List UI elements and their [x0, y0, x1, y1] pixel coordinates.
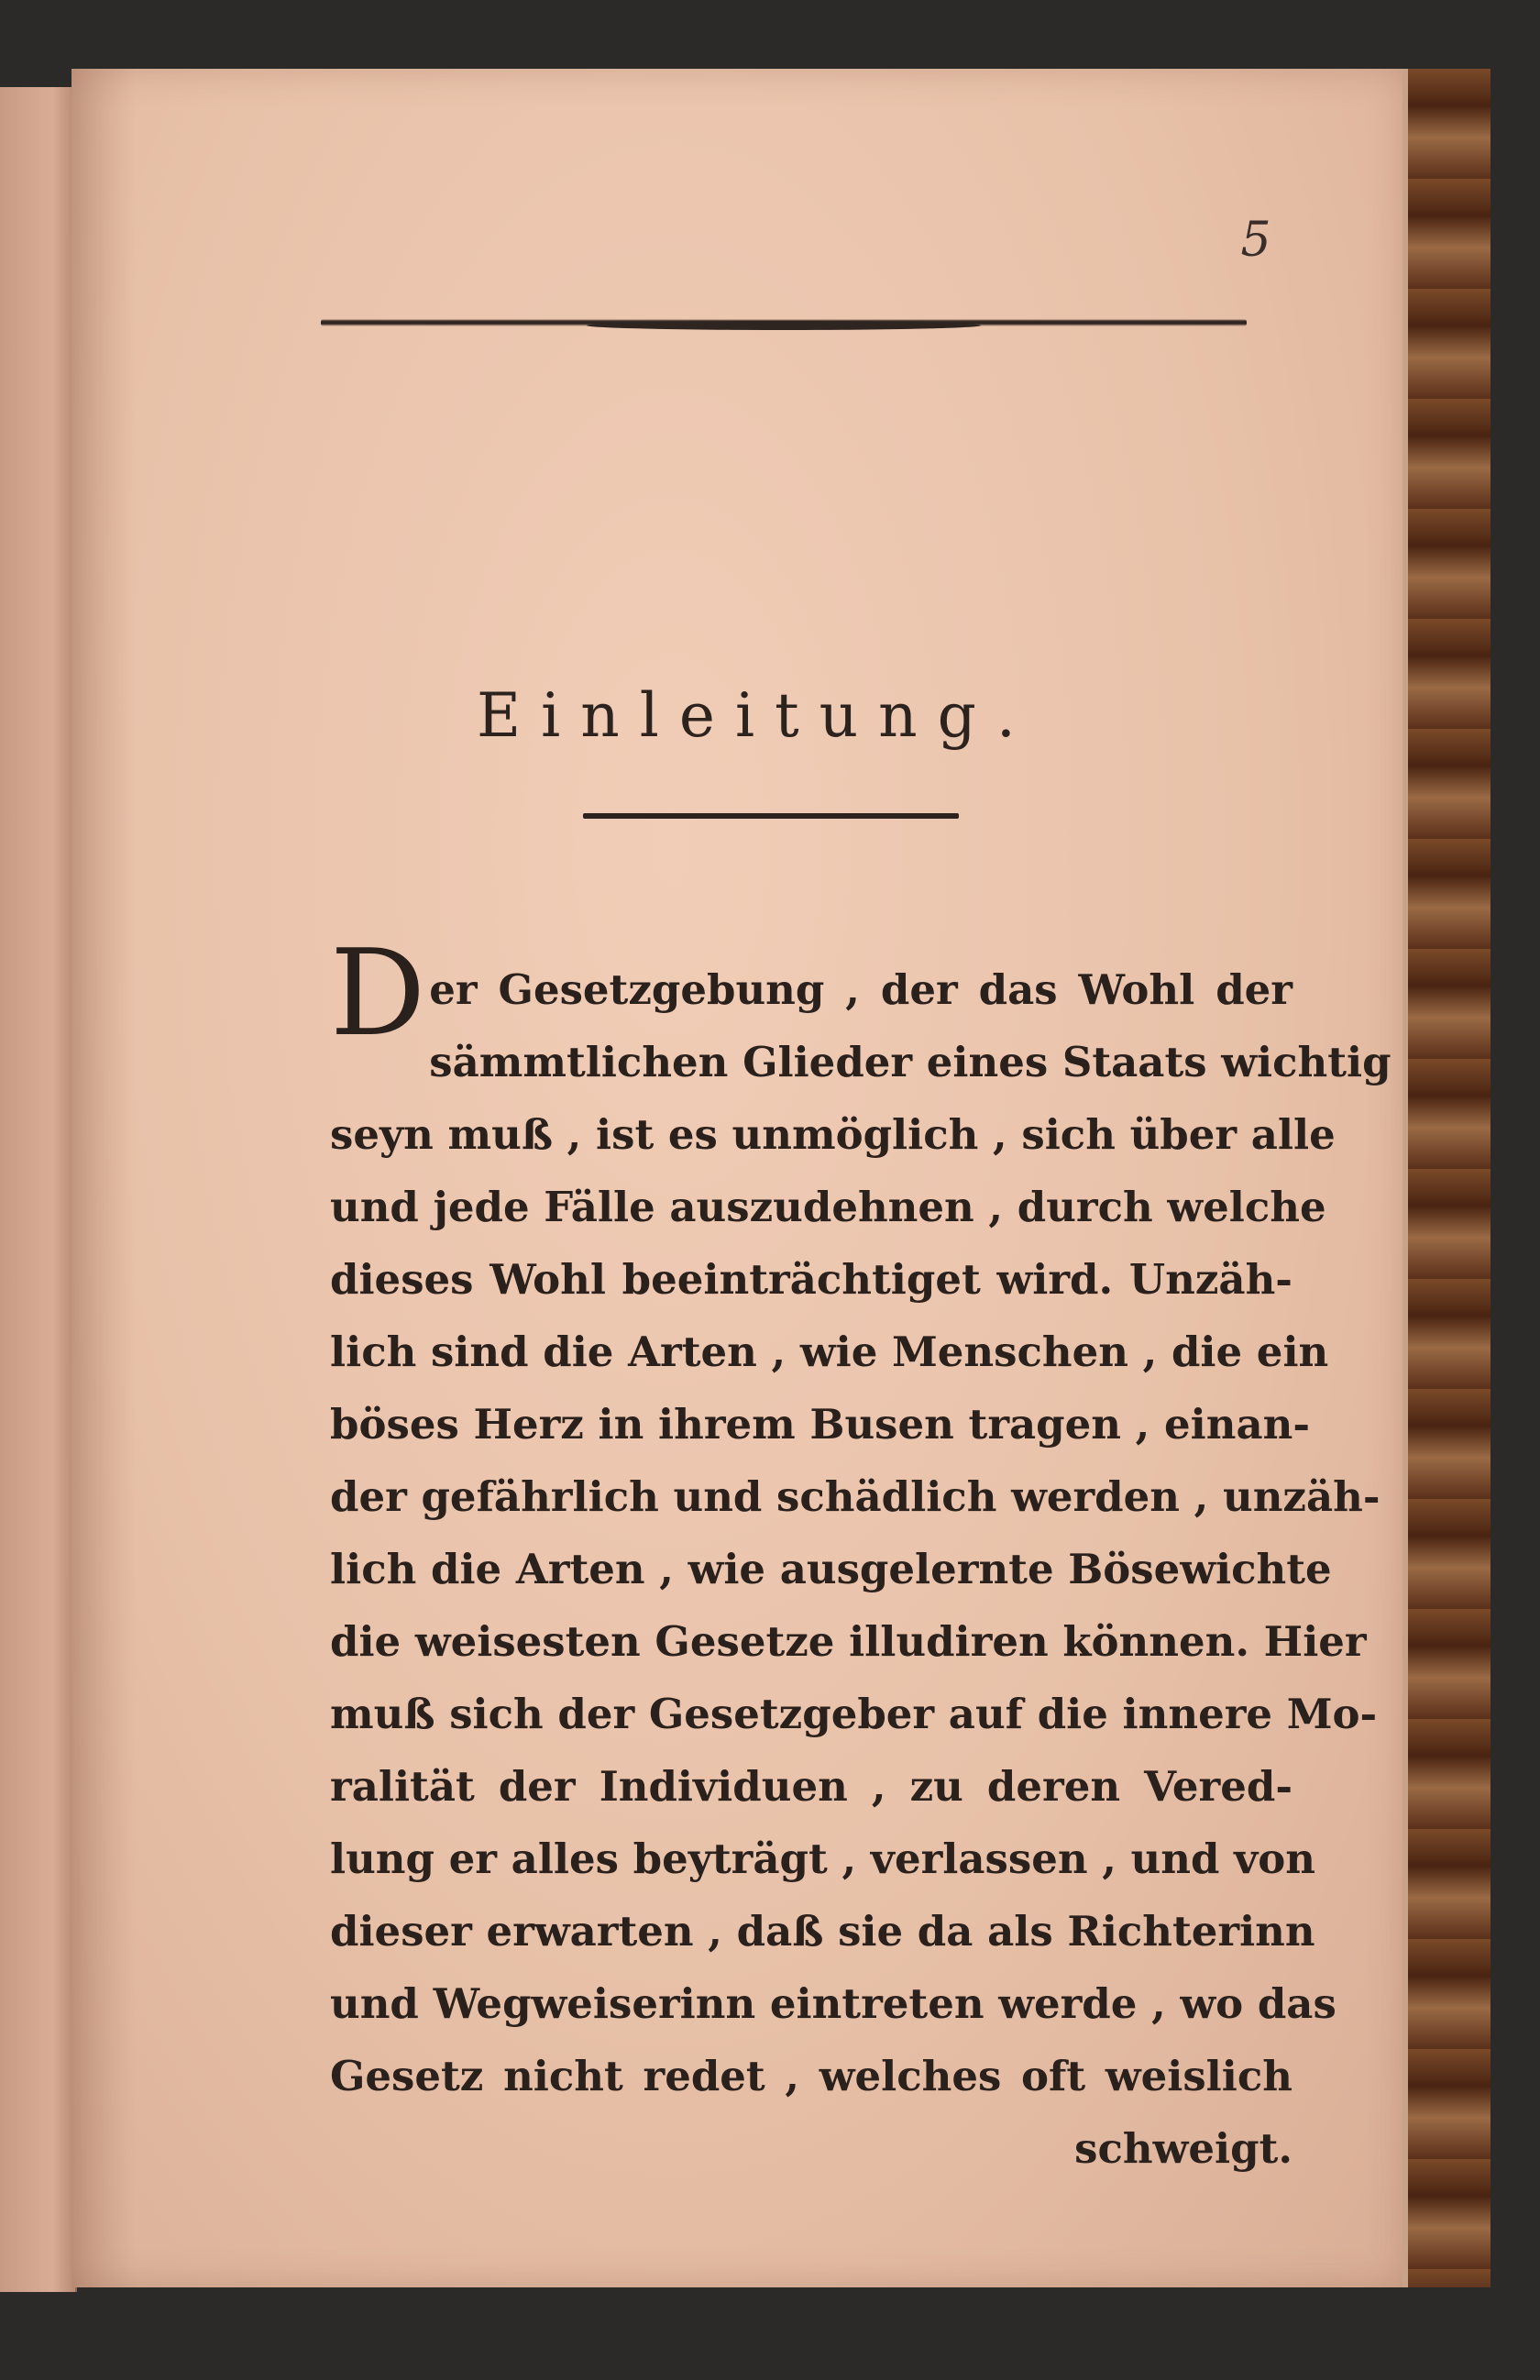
heading-rule	[583, 813, 959, 819]
page-gutter	[72, 69, 136, 2287]
body-paragraph	[330, 923, 1392, 2185]
text-line: böses Herz in ihrem Busen tragen , einan-	[330, 1400, 1310, 1449]
text-line: lung er alles beyträgt , verlassen , und von	[330, 1835, 1315, 1883]
book-cover-edge	[1402, 69, 1490, 2287]
text-line: schweigt.	[1074, 2124, 1292, 2173]
text-line: seyn muß , ist es unmöglich , sich über alle	[330, 1110, 1336, 1159]
text-line: dieses Wohl beeinträchtiget wird. Unzäh-	[330, 1255, 1292, 1304]
text-line: sämmtlichen Glieder eines Staats wichtig	[429, 1038, 1392, 1086]
chapter-heading: Einleitung.	[477, 680, 1036, 751]
header-rule-swell	[587, 321, 981, 330]
text-line: er Gesetzgebung , der das Wohl der	[429, 965, 1292, 1014]
drop-cap: D	[330, 923, 426, 1063]
text-line: lich sind die Arten , wie Menschen , die ein	[330, 1328, 1329, 1376]
text-line: muß sich der Gesetzgeber auf die innere Mo-	[330, 1690, 1378, 1738]
facing-page-edge	[0, 87, 77, 2292]
text-line: dieser erwarten , daß sie da als Richterinn	[330, 1907, 1315, 1956]
text-line: und jede Fälle auszudehnen , durch welche	[330, 1183, 1326, 1231]
text-line: lich die Arten , wie ausgelernte Bösewichte	[330, 1545, 1332, 1593]
text-line: und Wegweiserinn eintreten werde , wo das	[330, 1979, 1336, 2028]
text-line: der gefährlich und schädlich werden , unzäh-	[330, 1472, 1380, 1521]
text-line: ralität der Individuen , zu deren Vered-	[330, 1762, 1292, 1811]
text-line: die weisesten Gesetze illudiren können. Hier	[330, 1617, 1367, 1666]
text-line: Gesetz nicht redet , welches oft weislich	[330, 2052, 1292, 2100]
page-number: 5	[1240, 213, 1271, 268]
